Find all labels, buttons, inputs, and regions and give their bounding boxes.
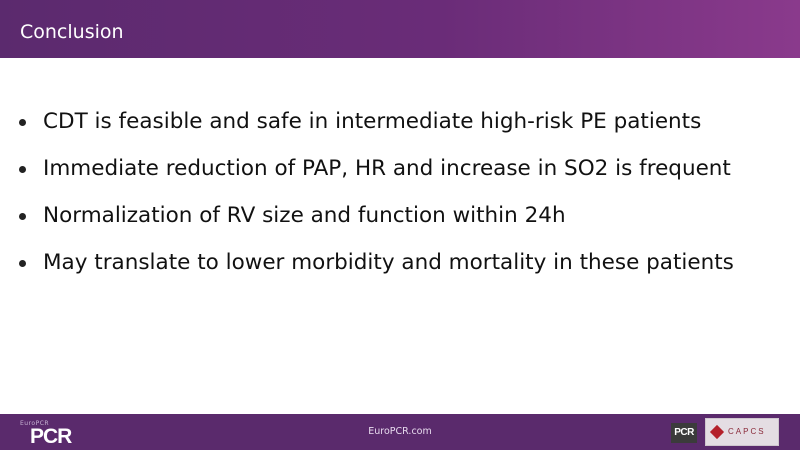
bullet-item <box>0 247 800 294</box>
slide-header <box>0 0 800 58</box>
capcs-partner-logo <box>705 418 779 446</box>
footer-url: EuroPCR.com <box>368 426 432 437</box>
bullet-item <box>0 106 800 153</box>
bullet-item <box>0 153 800 200</box>
pcr-partner-logo: PCR <box>671 423 697 443</box>
bullet-item <box>0 200 800 247</box>
bullet-text: CDT is feasible and safe in intermediate high-risk PE patients <box>43 109 702 134</box>
europcr-logo-small-text: EuroPCR <box>20 420 50 427</box>
bullet-text: Normalization of RV size and function within 24h <box>43 203 566 228</box>
europcr-logo <box>14 420 76 446</box>
bullet-dot-icon <box>19 166 26 173</box>
bullet-text: May translate to lower morbidity and mortality in these patients <box>43 250 734 275</box>
slide-footer <box>0 414 800 450</box>
capcs-logo-text: CAPCS <box>728 427 766 436</box>
slide-title: Conclusion <box>20 21 124 43</box>
bullet-dot-icon <box>19 260 26 267</box>
bullet-list <box>0 106 800 294</box>
bullet-text: Immediate reduction of PAP, HR and increase in SO2 is frequent <box>43 156 731 181</box>
bullet-dot-icon <box>19 119 26 126</box>
capcs-mark-icon <box>710 425 724 439</box>
europcr-logo-text: PCR <box>30 425 72 448</box>
bullet-dot-icon <box>19 213 26 220</box>
